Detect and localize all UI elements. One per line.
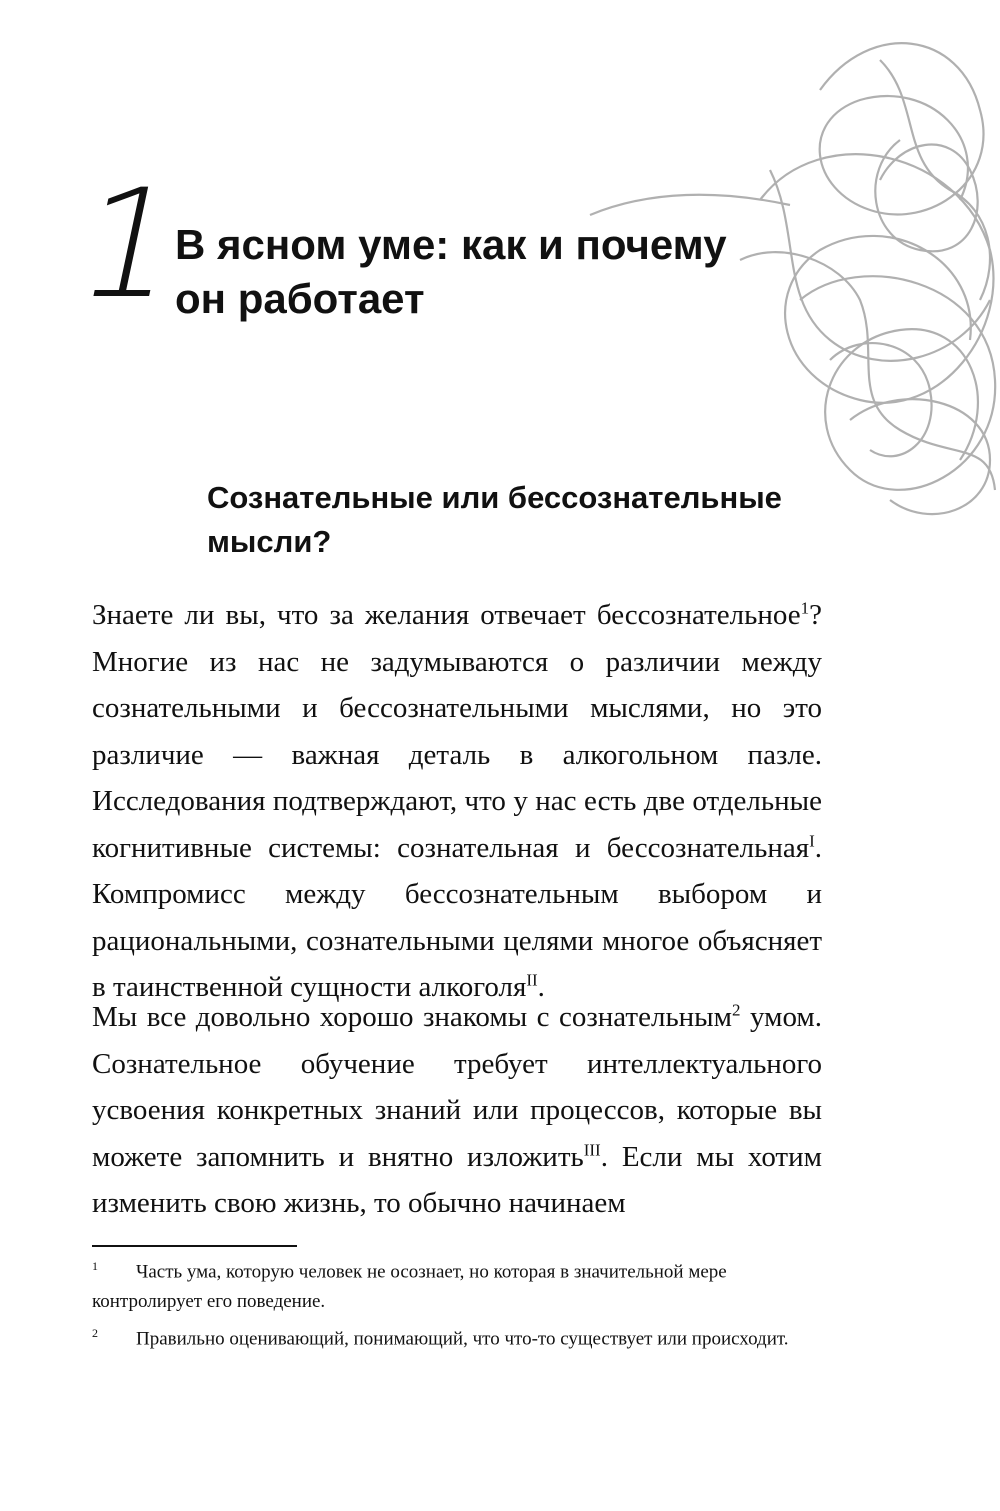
- footnote-mark: 1: [92, 1259, 98, 1273]
- chapter-number: 1: [63, 158, 196, 332]
- endnote-ref: III: [583, 1139, 601, 1159]
- footnote-text: Часть ума, которую человек не осознает, но которая в значительной мере контролирует его поведение.: [92, 1261, 727, 1313]
- footnote: [92, 1318, 822, 1354]
- chapter-title: В ясном уме: как и почему он работает: [175, 221, 727, 322]
- footnote-text: Правильно оценивающий, понимающий, что что-то существует или происходит.: [136, 1328, 789, 1350]
- text-run: . Если мы хотим изменить свою жизнь, то обычно начинаем: [92, 1140, 822, 1219]
- text-run: . Компромисс между бессознательным выбором и рациональными, сознательными целями многое объясняет в таинственной сущности алкоголя: [92, 831, 822, 1003]
- text-run: .: [537, 971, 545, 1003]
- text-run: ? Многие из нас не задумываются о различии между сознательными и бессознательными мыслями, но это различие — важная деталь в алкогольном пазле. Исследования подтверждают, что у нас есть две отдельные когнитивные системы: сознательная и бессознательная: [92, 599, 822, 864]
- footnote-divider: [92, 1245, 297, 1247]
- endnote-ref: II: [526, 970, 538, 990]
- section-title: Сознательные или бессознательные мысли?: [207, 480, 782, 559]
- footnote-ref: 2: [732, 1000, 741, 1020]
- text-run: умом. Сознательное обучение требует интеллектуального усвоения конкретных знаний или процессов, которые вы можете запомнить и внятно изложить: [92, 1001, 822, 1173]
- body-paragraph: [92, 994, 822, 1227]
- footnote: [92, 1251, 822, 1317]
- body-paragraph: [92, 592, 822, 1011]
- footnote-mark: 2: [92, 1326, 98, 1340]
- text-run: Знаете ли вы, что за желания отвечает бессознательное: [92, 599, 801, 631]
- footnote-ref: 1: [800, 598, 810, 618]
- text-run: Мы все довольно хорошо знакомы с сознательным: [92, 1001, 733, 1033]
- endnote-ref: I: [809, 830, 815, 850]
